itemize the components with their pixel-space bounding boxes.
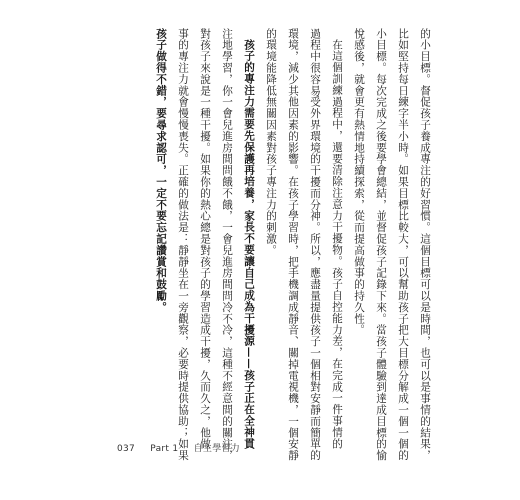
text-column: 注地學習，你一會兒進房間問餓不餓，一會兒進房間問冷不冷，這種不經意間的關注， (221, 28, 233, 462)
text-column: 孩子做得不錯，要尋求認可，一定不要忘記讚賞和鼓勵。 (155, 28, 167, 313)
text-column: 比如堅持每日練字半小時。如果目標比較大，可以幫助孩子把大目標分解成一個一個的 (397, 28, 409, 462)
page-footer (117, 441, 252, 454)
page-number: 037 (117, 444, 136, 454)
section-title: 自主學習力 (193, 444, 241, 454)
text-column: 在這個訓練過程中，還要清除注意力干擾物。孩子自控能力差，在完成一件事情的 (331, 39, 343, 450)
text-column: 小目標。每次完成之後要學會總結，並督促孩子記錄下來。當孩子體驗到達成目標的愉 (375, 28, 387, 462)
text-column: 的環境能降低無關因素對孩子專注力的刺激。 (265, 28, 277, 256)
text-column: 事的專注力就會慢慢喪失。正確的做法是：靜靜坐在一旁觀察，必要時提供協助；如果 (177, 28, 189, 462)
part-label: Part 1 (150, 444, 179, 454)
text-column: 悅感後，就會更有熱情地持續探索，從而提高做事的持久性。 (353, 28, 365, 336)
text-column: 的小目標。督促孩子養成專注的好習慣。這個目標可以是時間，也可以是事情的結果， (419, 28, 431, 462)
text-column: 過程中很容易受外界環境的干擾而分神。所以，應盡量提供孩子一個相對安靜而簡單的 (309, 28, 321, 462)
text-column: 對孩子來說是一種干擾。如果你的熱心總是對孩子的學習造成干擾，久而久之，他做 (199, 28, 211, 450)
text-column: 環境，減少其他因素的影響。在孩子學習時，把手機調成靜音、關掉電視機，一個安靜 (287, 28, 299, 462)
text-column: 孩子的專注力需要先保護再培養，家長不要讓自己成為干擾源——孩子正在全神貫 (243, 39, 255, 450)
